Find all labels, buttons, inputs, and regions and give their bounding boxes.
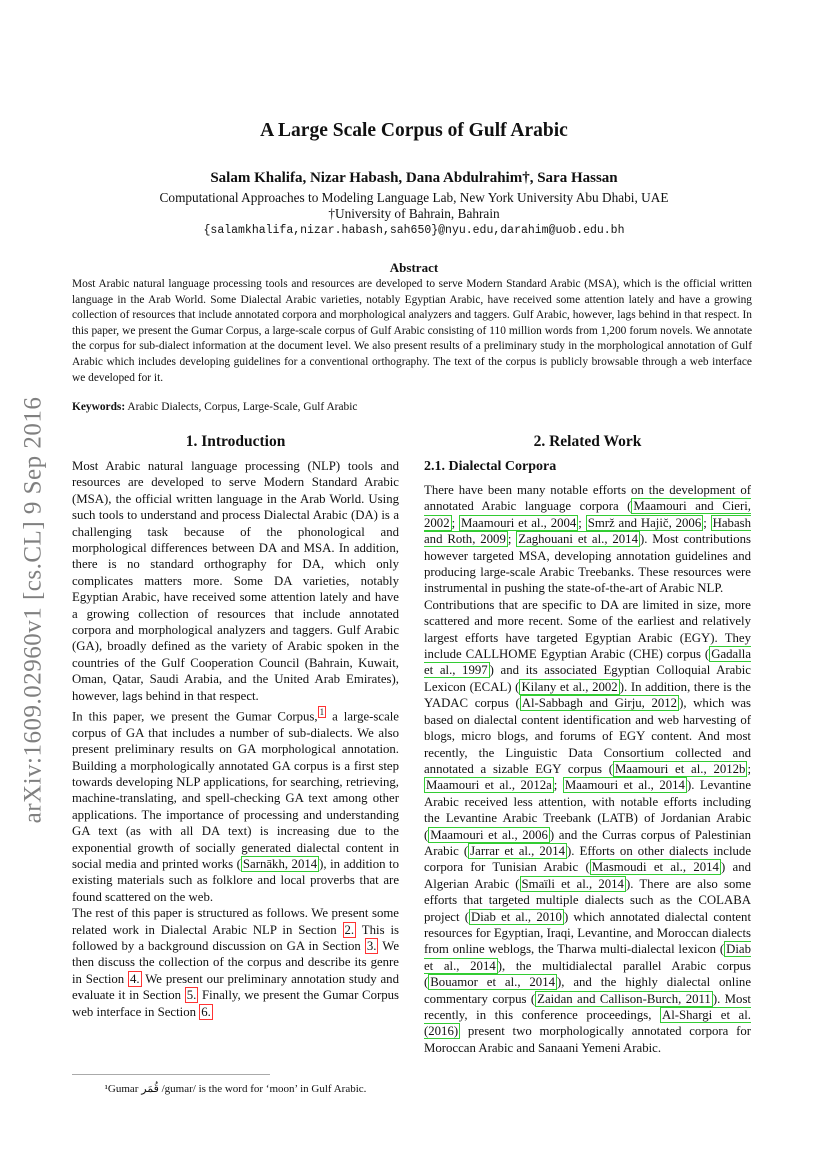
section-link-2[interactable]: 2. — [344, 922, 355, 937]
citation-link[interactable]: Maamouri et al., 2012b — [614, 761, 746, 776]
author-emails: {salamkhalifa,nizar.habash,sah650}@nyu.edu,darahim@uob.edu.bh — [203, 224, 625, 237]
footnote-link[interactable]: 1 — [319, 707, 325, 718]
citation-link[interactable]: Al-Sabbagh and Girju, 2012 — [521, 696, 678, 711]
citation-link[interactable]: Maamouri et al., 2012a — [426, 778, 552, 793]
citation-link[interactable]: Sarnākh, 2014 — [242, 857, 318, 872]
affiliation-nyu: Computational Approaches to Modeling Language Lab, New York University Abu Dhabi, UAE — [159, 190, 669, 205]
section-link-4[interactable]: 4. — [130, 971, 140, 986]
citation-link[interactable]: Bouamor et al., 2014 — [430, 975, 555, 990]
keywords-list: Arabic Dialects, Corpus, Large-Scale, Gulf Arabic — [127, 401, 358, 413]
citation-link[interactable]: Maamouri et al., 2014 — [564, 778, 685, 793]
citation-link[interactable]: Al-Shargi et al. (2016) — [424, 1008, 751, 1039]
abstract-heading: Abstract — [389, 260, 439, 275]
citation-link[interactable]: Diab et al., 2014 — [424, 942, 751, 973]
left-column — [72, 432, 399, 1020]
citation-link[interactable]: Zaidan and Callison-Burch, 2011 — [537, 991, 711, 1006]
section-link-5[interactable]: 5. — [186, 988, 197, 1003]
citation-link[interactable]: Gadalla et al., 1997 — [424, 647, 751, 678]
citation-link[interactable]: Kilany et al., 2002 — [521, 679, 618, 694]
related-paragraph-1: There have been many notable efforts on the development of annotated Arabic language corpora ( Maamouri and Cieri, 2002 ; Maamouri et al., 2004 ; Smrž and Hajič, 2006 ; Habash and Roth, 2009 ; Zaghouani et al., 2014 ). Most contributions however targeted MSA, developing annotation guidelines and producing large-scale Arabic Treebanks. These resources were instrumental in pushing the state-of-the-art of Arabic NLP. — [424, 483, 752, 596]
paper-title: A Large Scale Corpus of Gulf Arabic — [260, 120, 568, 141]
keywords-label: Keywords: — [72, 401, 126, 413]
related-paragraph-2: Contributions that are specific to DA are limited in size, more scattered and more recent. Some of the earliest and relatively largest efforts have targeted Egyptian Arabic (EGY). They include CALLHOME Egyptian Arabic (CHE) corpus ( Gadalla et al., 1997 ) and its associated Egyptian Colloquial Arabic Lexicon (ECAL) ( Kilany et al., 2002 ). In addition, there is the YADAC corpus ( Al-Sabbagh and Girju, 2012 ), which was based on dialectal content identification and web harvesting of blogs, micro blogs, and forums of EGY content. And most recently, the Linguistic Data Consortium collected and annotated a sizable EGY corpus ( Maamouri et al., 2012b ; Maamouri et al., 2012a ; Maamouri et al., 2014 ). Levantine Arabic received less attention, with notable efforts including the Levantine Arabic Treebank (LATB) of Jordanian Arabic ( Maamouri et al., 2006 ) and the Curras corpus of Palestinian Arabic ( Jarrar et al., 2014 ). Efforts on other dialects include corpora for Tunisian Arabic ( Masmoudi et al., 2014 ) and Algerian Arabic ( Smaïli et al., 2014 ). There are also some efforts that targeted multiple dialects such as the COLABA project ( Diab et al., 2010 ) which annotated dialectal content resources for Egyptian, Iraqi, Levantine, and Moroccan dialects from online weblogs, the Tharwa multi-dialectal lexicon ( Diab et al., 2014 ), the multidialectal parallel Arabic corpus ( Bouamor et al., 2014 ), and the highly dialectal online commentary corpus ( Zaidan and Callison-Burch, 2011 ). Most recently, in this conference proceedings, Al-Shargi et al. (2016) present two morphologically annotated corpora for Moroccan Arabic and Sanaani Yemeni Arabic. — [424, 597, 752, 1055]
citation-link[interactable]: Diab et al., 2010 — [471, 909, 562, 924]
citation-link[interactable]: Maamouri et al., 2004 — [461, 515, 577, 530]
citation-link[interactable]: Jarrar et al., 2014 — [470, 843, 565, 858]
citation-link[interactable]: Maamouri and Cieri, 2002 — [424, 499, 752, 530]
intro-paragraph-1: Most Arabic natural language processing (NLP) tools and resources are developed to serve Modern Standard Arabic (MSA), the official written language in the Arab World. Using such tools to understand and process Dialectal Arabic (DA) is a challenging task because of the phonological and morphological differences between DA and MSA. In addition, there is no standard orthography for DA, which only complicates matters more. Some DA varieties, notably Egyptian Arabic, have received some attention lately and have a growing collection of resources that include annotated corpora and morphological analyzers and taggers. Gulf Arabic (GA), broadly defined as the variety of Arabic spoken in the countries of the Gulf Cooperation Council (Bahrain, Kuwait, Oman, Qatar, Saudi Arabia, and the United Arab Emirates), however, lags behind in that respect. — [72, 459, 399, 703]
citation-link[interactable]: Masmoudi et al., 2014 — [591, 860, 719, 875]
intro-paragraph-2: In this paper, we present the Gumar Corpus, $^1$ a large-scale corpus of GA that includes a number of sub-dialects. We also present preliminary results on GA morphological annotation. Building a morphologically annotated GA corpus is a first step towards developing NLP applications, for searching, retrieving, machine-translating, and spell-checking GA text among other applications. The importance of processing and understanding GA text (as with all DA text) is increasing due to the exponential growth of socially generated dialectal content in social media and printed works ( Sarnākh, 2014 ), in addition to existing materials such as folklore and local proverbs that are found scattered on the web. — [72, 707, 399, 904]
related-work-heading: 2. Related Work — [533, 433, 642, 450]
author-list: Salam Khalifa, Nizar Habash, Dana Abdulrahim†, Sara Hassan — [210, 170, 618, 186]
intro-heading: 1. Introduction — [185, 433, 286, 450]
citation-link[interactable]: Smaïli et al., 2014 — [521, 876, 624, 891]
dialectal-corpora-heading: 2.1. Dialectal Corpora — [424, 459, 557, 474]
citation-link[interactable]: Habash and Roth, 2009 — [424, 515, 752, 547]
footnote-rule — [72, 1074, 270, 1075]
arxiv-identifier — [10, 370, 56, 850]
arxiv-id-text: arXiv:1609.02960v1 [cs.CL] 9 Sep 2016 — [19, 396, 47, 824]
citation-link[interactable]: Maamouri et al., 2006 — [430, 827, 548, 842]
affiliation-bahrain: †University of Bahrain, Bahrain — [328, 206, 500, 221]
abstract-text: Most Arabic natural language processing tools and resources are developed to serve Modern Standard Arabic (MSA), which is the official written language in the Arab World. Some Dialectal Arabic varieties, notably Egyptian Arabic, have received some attention lately and have a growing collection of resources that include annotated corpora and morphological analyzers and taggers. Gulf Arabic, however, lags behind in that respect. In this paper, we present the Gumar Corpus, a large-scale corpus of Gulf Arabic consisting of 110 million words from 1,200 forum novels. We annotate the corpus for sub-dialect information at the document level. We also present results of a preliminary study in the morphological annotation of Gulf Arabic which includes developing guidelines for a conventional orthography. The text of the corpus is publicly browsable through a web interface we developed for it. — [72, 278, 752, 384]
section-link-3[interactable]: 3. — [366, 939, 377, 954]
footnote-1: ¹Gumar قُمَر /gumar/ is the word for ‘moon’ in Gulf Arabic. — [104, 1083, 367, 1095]
right-column — [424, 432, 751, 1056]
section-link-6[interactable]: 6. — [201, 1004, 211, 1019]
intro-paragraph-3: The rest of this paper is structured as follows. We present some related work in Dialectal Arabic NLP in Section 2. This is followed by a background discussion on GA in Section 3. We then discuss the collection of the corpus and describe its genre in Section 4. We present our preliminary annotation study and evaluate it in Section 5. Finally, we present the Gumar Corpus web interface in Section 6. — [72, 906, 400, 1019]
citation-link[interactable]: Smrž and Hajič, 2006 — [587, 515, 702, 530]
citation-link[interactable]: Zaghouani et al., 2014 — [518, 532, 638, 547]
keywords — [72, 400, 752, 415]
